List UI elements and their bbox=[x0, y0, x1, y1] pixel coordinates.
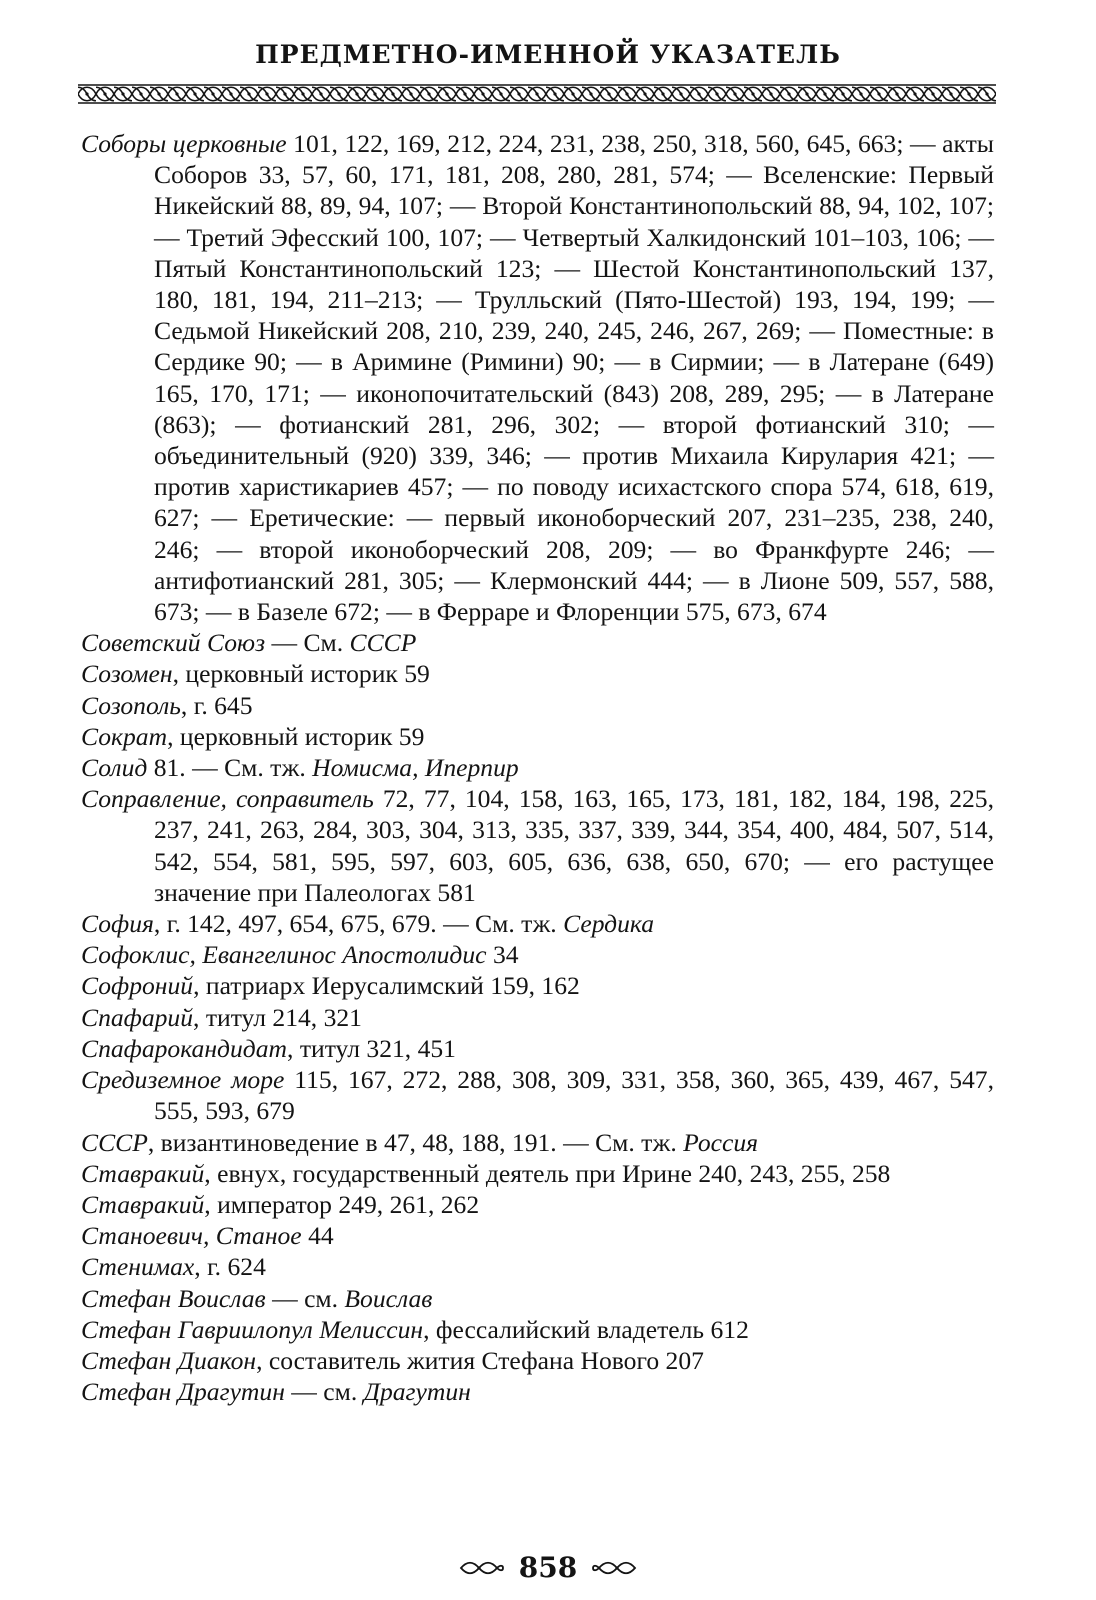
entry-cross-reference: Россия bbox=[683, 1127, 759, 1157]
entry-headword: София bbox=[81, 909, 154, 939]
entry-cross-reference: СССР bbox=[349, 628, 417, 658]
entry-headword: Средиземное море bbox=[81, 1065, 285, 1095]
entry-text: , церковный историк 59 bbox=[172, 659, 430, 689]
entry-text: , фессалийский владетель 612 bbox=[423, 1314, 749, 1344]
entry-text: 115, 167, 272, 288, 308, 309, 331, 358, 360, 365, 439, 467, 547, 555, 593, 679 bbox=[154, 1065, 994, 1126]
entry-text: , г. 645 bbox=[180, 690, 253, 720]
entry-text: , патриарх Иерусалимский 159, 162 bbox=[193, 971, 580, 1001]
index-entry bbox=[81, 1002, 994, 1033]
index-entry bbox=[81, 1345, 994, 1376]
entry-text: 44 bbox=[301, 1221, 334, 1251]
entry-headword: Спафарокандидат bbox=[81, 1033, 288, 1063]
entry-text: , император 249, 261, 262 bbox=[204, 1189, 480, 1219]
index-entry bbox=[81, 1127, 994, 1158]
ornamental-rule bbox=[78, 84, 996, 104]
index-entry bbox=[81, 627, 994, 658]
entry-text: , церковный историк 59 bbox=[167, 721, 425, 751]
entry-text: , титул 214, 321 bbox=[193, 1002, 362, 1032]
entry-text: , составитель жития Стефана Нового 207 bbox=[256, 1345, 704, 1375]
index-entry bbox=[81, 1376, 994, 1407]
entry-headword: Солид bbox=[81, 753, 148, 783]
entry-cross-reference: Драгутин bbox=[363, 1377, 471, 1407]
entry-text: 81. — См. тж. bbox=[147, 753, 313, 783]
index-entry bbox=[81, 128, 994, 627]
running-head: ПРЕДМЕТНО-ИМЕННОЙ УКАЗАТЕЛЬ bbox=[255, 40, 841, 69]
braid-ornament-icon bbox=[78, 84, 996, 104]
index-entry bbox=[81, 752, 994, 783]
entry-headword: Советский Союз bbox=[81, 628, 266, 658]
index-entry bbox=[81, 970, 994, 1001]
index-entry bbox=[81, 1251, 994, 1282]
entry-text: — см. bbox=[284, 1377, 364, 1407]
index-entry bbox=[81, 690, 994, 721]
index-list bbox=[81, 128, 994, 1407]
entry-text: , византиноведение в 47, 48, 188, 191. — См. тж. bbox=[147, 1127, 684, 1157]
entry-cross-reference: Воислав bbox=[344, 1283, 433, 1313]
entry-headword: Софроний bbox=[81, 971, 194, 1001]
entry-headword: Стенимах bbox=[81, 1252, 195, 1282]
right-knot-ornament-icon bbox=[591, 1560, 637, 1576]
index-entry bbox=[81, 1158, 994, 1189]
index-entry bbox=[81, 658, 994, 689]
entry-text: 101, 122, 169, 212, 224, 231, 238, 250, 318, 560, 645, 663; — акты Соборов 33, 57, 60, 171, 181, 208, 280, 281, 574; — Вселенские: Первый Никейский 88, 89, 94, 107; — Второй Константинопольский 88, 94, 102, 107; — Третий Эфесский 100, 107; — Четвертый Халкидонский 101–103, 106; — Пятый Константинопольский 123; — Шестой Константинопольский 137, 180, 181, 194, 211–213; — Трулльский (Пято-Шестой) 193, 194, 199; — Седьмой Никейский 208, 210, 239, 240, 245, 246, 267, 269; — Поместные: в Сердике 90; — в Аримине (Римини) 90; — в Сирмии; — в Латеране (649) 165, 170, 171; — иконопочитательский (843) 208, 289, 295; — в Латеране (863); — фотианский 281, 296, 302; — второй фотианский 310; — объединительный (920) 339, 346; — против Михаила Кирулария 421; — против харистикариев 457; — по поводу исихастского спора 574, 618, 619, 627; — Еретические: — первый иконоборческий 207, 231–235, 238, 240, 246; — второй иконоборческий 208, 209; — во Франкфурте 246; — антифотианский 281, 305; — Клермонский 444; — в Лионе 509, 557, 588, 673; — в Базеле 672; — в Ферраре и Флоренции 575, 673, 674 bbox=[154, 129, 994, 627]
entry-headword: Стефан Воислав bbox=[81, 1283, 266, 1313]
entry-headword: Ставракий bbox=[81, 1158, 205, 1188]
entry-text: , титул 321, 451 bbox=[287, 1033, 456, 1063]
entry-text: — см. bbox=[265, 1283, 345, 1313]
index-entry bbox=[81, 1314, 994, 1345]
entry-headword: СССР bbox=[81, 1127, 148, 1157]
index-entry bbox=[81, 1189, 994, 1220]
entry-headword: Стефан Драгутин bbox=[81, 1377, 285, 1407]
entry-headword: Стефан Гавриилопул Мелиссин bbox=[81, 1314, 424, 1344]
entry-text: , евнух, государственный деятель при Ирине 240, 243, 255, 258 bbox=[204, 1158, 891, 1188]
entry-headword: Сократ bbox=[81, 721, 168, 751]
left-knot-ornament-icon bbox=[459, 1560, 505, 1576]
entry-cross-reference: Сердика bbox=[563, 909, 655, 939]
entry-text: — См. bbox=[265, 628, 350, 658]
entry-headword: Ставракий bbox=[81, 1189, 205, 1219]
page-footer bbox=[0, 1548, 1096, 1588]
entry-headword: Соправление, соправитель bbox=[81, 784, 374, 814]
index-entry bbox=[81, 721, 994, 752]
entry-headword: Созополь bbox=[81, 690, 181, 720]
entry-text: , г. 142, 497, 654, 675, 679. — См. тж. bbox=[153, 909, 564, 939]
entry-headword: Созомен bbox=[81, 659, 173, 689]
index-entry bbox=[81, 1064, 994, 1126]
index-entry bbox=[81, 908, 994, 939]
entry-headword: Соборы церковные bbox=[81, 129, 287, 158]
entry-headword: Спафарий bbox=[81, 1002, 194, 1032]
page-number: 858 bbox=[518, 1551, 578, 1584]
entry-headword: Стефан Диакон bbox=[81, 1345, 257, 1375]
entry-cross-reference: Номисма, Иперпир bbox=[312, 753, 519, 783]
entry-text: , г. 624 bbox=[194, 1252, 266, 1282]
index-entry bbox=[81, 1220, 994, 1251]
entry-text: 72, 77, 104, 158, 163, 165, 173, 181, 182, 184, 198, 225, 237, 241, 263, 284, 303, 304, 313, 335, 337, 339, 344, 354, 400, 484, 507, 514, 542, 554, 581, 595, 597, 603, 605, 636, 638, 650, 670; — его растущее значение при Палеологах 581 bbox=[154, 784, 994, 907]
entry-headword: Софоклис, Евангелинос Апостолидис bbox=[81, 940, 487, 970]
index-entry bbox=[81, 1033, 994, 1064]
index-entry bbox=[81, 939, 994, 970]
entry-text: 34 bbox=[486, 940, 519, 970]
index-entry bbox=[81, 783, 994, 908]
entry-headword: Станоевич, Станое bbox=[81, 1221, 302, 1251]
index-entry bbox=[81, 1283, 994, 1314]
